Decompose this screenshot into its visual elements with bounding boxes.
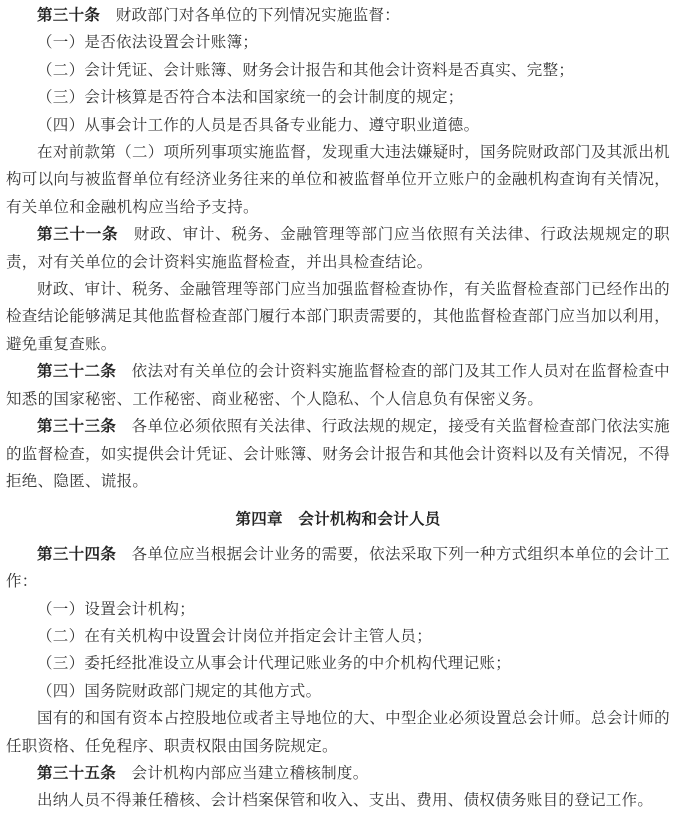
list-item: （四）国务院财政部门规定的其他方式。 xyxy=(37,681,322,700)
chapter-number: 第四章 xyxy=(235,510,283,529)
article-text: 各单位应当根据会计业务的需要，依法采取下列一种方式组织本单位的会计工作： xyxy=(6,544,670,591)
paragraph: 在对前款第（二）项所列事项实施监督，发现重大违法嫌疑时，国务院财政部门及其派出机构可以向与被监督单位有经济业务往来的单位和被监督单位开立账户的金融机构查询有关情况，有关单位和金融机构应当给予支持。 xyxy=(6,143,670,216)
article-number: 第三十条 xyxy=(37,6,101,24)
article-33 xyxy=(6,413,670,495)
article-number: 第三十三条 xyxy=(37,417,117,436)
article-text: 会计机构内部应当建立稽核制度。 xyxy=(131,763,369,782)
paragraph: 财政、审计、税务、金融管理等部门应当加强监督检查协作，有关监督检查部门已经作出的检查结论能够满足其他监督检查部门履行本部门职责需要的，其他监督检查部门应当加以利用，避免重复查账。 xyxy=(6,280,670,353)
article-34 xyxy=(6,541,670,596)
chapter-heading xyxy=(6,506,670,533)
article-31 xyxy=(6,221,670,276)
paragraph: 国有的和国有资本占控股地位或者主导地位的大、中型企业必须设置总会计师。总会计师的任职资格、任免程序、职责权限由国务院规定。 xyxy=(6,709,670,755)
list-item: （二）会计凭证、会计账簿、财务会计报告和其他会计资料是否真实、完整； xyxy=(37,60,575,79)
article-text: 财政部门对各单位的下列情况实施监督： xyxy=(115,6,401,24)
chapter-title: 会计机构和会计人员 xyxy=(298,510,441,529)
article-number: 第三十一条 xyxy=(37,225,119,244)
list-item: （四）从事会计工作的人员是否具备专业能力、遵守职业道德。 xyxy=(37,115,480,134)
article-number: 第三十四条 xyxy=(37,544,117,563)
list-item: （三）会计核算是否符合本法和国家统一的会计制度的规定； xyxy=(37,88,464,107)
article-text: 依法对有关单位的会计资料实施监督检查的部门及其工作人员对在监督检查中知悉的国家秘密、工作秘密、商业秘密、个人隐私、个人信息负有保密义务。 xyxy=(6,362,670,408)
article-text: 各单位必须依照有关法律、行政法规的规定，接受有关监督检查部门依法实施的监督检查，如实提供会计凭证、会计账簿、财务会计报告和其他会计资料以及有关情况，不得拒绝、隐匿、谎报。 xyxy=(6,417,670,490)
article-number: 第三十五条 xyxy=(37,763,117,782)
article-30 xyxy=(6,2,670,29)
article-32 xyxy=(6,358,670,413)
article-number: 第三十二条 xyxy=(37,362,117,381)
article-35 xyxy=(6,760,670,787)
list-item: （一）是否依法设置会计账簿； xyxy=(37,33,259,52)
paragraph: 出纳人员不得兼任稽核、会计档案保管和收入、支出、费用、债权债务账目的登记工作。 xyxy=(37,791,654,810)
list-item: （三）委托经批准设立从事会计代理记账业务的中介机构代理记账； xyxy=(37,654,512,673)
list-item: （一）设置会计机构； xyxy=(37,599,196,618)
list-item: （二）在有关机构中设置会计岗位并指定会计主管人员； xyxy=(37,626,433,645)
article-text: 财政、审计、税务、金融管理等部门应当依照有关法律、行政法规规定的职责，对有关单位的会计资料实施监督检查，并出具检查结论。 xyxy=(6,225,670,271)
